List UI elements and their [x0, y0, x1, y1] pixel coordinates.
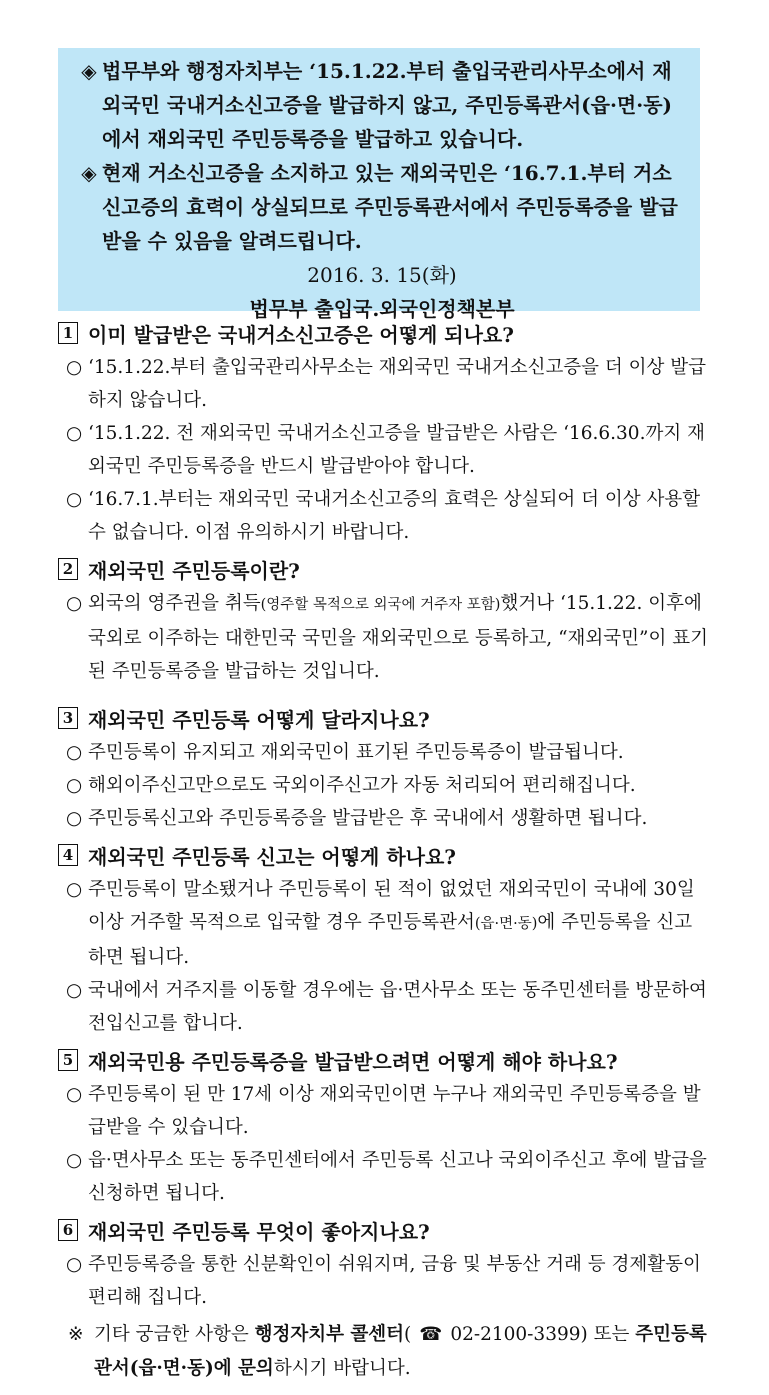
- notice-text-2: 현재 거소신고증을 소지하고 있는 재외국민은 ‘16.7.1.부터 거소신고증의 효력이 상실되므로 주민등록관서에서 주민등록증을 발급받을 수 있음을 알려드립니다.: [102, 161, 678, 253]
- item-text: 주민등록이 유지되고 재외국민이 표기된 주민등록증이 발급됩니다.: [88, 742, 624, 763]
- phone-number: 02-2100-3399) 또는: [450, 1324, 636, 1345]
- reference-mark-icon: ※: [68, 1324, 84, 1345]
- circle-bullet-icon: ○: [66, 1084, 83, 1105]
- question-text: 이미 발급받은 국내거소신고증은 어떻게 되나요?: [88, 322, 514, 347]
- faq-content: [58, 313, 708, 1386]
- question-heading: [58, 551, 708, 587]
- item-text: 해외이주신고만으로도 국외이주신고가 자동 처리되어 편리해집니다.: [88, 775, 636, 796]
- question-number: 6: [58, 1219, 78, 1241]
- question-text: 재외국민 주민등록 무엇이 좋아지나요?: [88, 1219, 430, 1244]
- question-heading: [58, 1042, 708, 1078]
- footer-pre: 기타 궁금한 사항은: [94, 1324, 255, 1345]
- faq-section-3: [58, 700, 708, 835]
- question-number: 5: [58, 1049, 78, 1071]
- question-heading: [58, 700, 708, 736]
- circle-bullet-icon: ○: [66, 1254, 83, 1275]
- item-text: 읍·면사무소 또는 동주민센터에서 주민등록 신고나 국외이주신고 후에 발급을 신청하면 됩니다.: [88, 1150, 707, 1204]
- footer-post: 하시기 바랍니다.: [273, 1358, 411, 1379]
- question-text: 재외국민 주민등록 신고는 어떻게 하나요?: [88, 844, 457, 869]
- item-text: [88, 587, 708, 688]
- notice-org: 법무부 출입국.외국인정책본부: [249, 297, 515, 321]
- question-number: 4: [58, 844, 78, 866]
- item-note: (읍·면·동): [474, 916, 538, 932]
- call-center-label: 행정자치부 콜센터: [254, 1324, 405, 1345]
- circle-bullet-icon: ○: [66, 775, 83, 796]
- item-text: 주민등록증을 통한 신분확인이 쉬워지며, 금융 및 부동산 거래 등 경제활동이 편리해 집니다.: [88, 1254, 701, 1308]
- item-text: ‘15.1.22. 전 재외국민 국내거소신고증을 발급받은 사람은 ‘16.6.30.까지 재외국민 주민등록증을 반드시 발급받아야 합니다.: [88, 423, 705, 477]
- circle-bullet-icon: ○: [66, 808, 83, 829]
- list-item: [58, 1144, 708, 1210]
- item-text-part: 했거나 ‘15.1.22. 이후에 국외로 이주하는 대한민국 국민을 재외국민으로 등록하고, “재외국민”이 표기된 주민등록증을 발급하는 것입니다.: [88, 593, 708, 682]
- faq-section-2: [58, 551, 708, 688]
- circle-bullet-icon: ○: [66, 423, 83, 444]
- list-item: [58, 736, 708, 769]
- office-label: 주민등록관서(읍·면·동)에 문의: [94, 1324, 707, 1379]
- list-item: [58, 1248, 708, 1314]
- question-text: 재외국민 주민등록 어떻게 달라지나요?: [88, 707, 430, 732]
- notice-text-1: 법무부와 행정자치부는 ‘15.1.22.부터 출입국관리사무소에서 재외국민 국내거소신고증을 발급하지 않고, 주민등록관서(읍·면·동)에서 재외국민 주민등록증을 발급하고 있습니다.: [102, 59, 672, 151]
- list-item: [58, 873, 708, 974]
- circle-bullet-icon: ○: [66, 1150, 83, 1171]
- list-item: [58, 417, 708, 483]
- faq-section-1: [58, 315, 708, 549]
- item-text: 주민등록신고와 주민등록증을 발급받은 후 국내에서 생활하면 됩니다.: [88, 808, 648, 829]
- list-item: [58, 974, 708, 1040]
- faq-section-4: [58, 837, 708, 1040]
- list-item: [58, 587, 708, 688]
- faq-section-5: [58, 1042, 708, 1210]
- item-text: ‘15.1.22.부터 출입국관리사무소는 재외국민 국내거소신고증을 더 이상 발급하지 않습니다.: [88, 357, 707, 411]
- notice-box: [58, 48, 700, 321]
- list-item: [58, 769, 708, 802]
- faq-section-6: [58, 1212, 708, 1314]
- question-heading: [58, 315, 708, 351]
- diamond-bullet-icon: ◈: [81, 161, 97, 185]
- question-number: 3: [58, 707, 78, 729]
- item-text: 주민등록이 된 만 17세 이상 재외국민이면 누구나 재외국민 주민등록증을 발급받을 수 있습니다.: [88, 1084, 701, 1138]
- list-item: [58, 802, 708, 835]
- circle-bullet-icon: ○: [66, 742, 83, 763]
- item-text-part: 외국의 영주권을 취득: [88, 593, 261, 614]
- footer-text: [94, 1318, 708, 1386]
- item-text: 국내에서 거주지를 이동할 경우에는 읍·면사무소 또는 동주민센터를 방문하여 전입신고를 합니다.: [88, 980, 707, 1034]
- circle-bullet-icon: ○: [66, 593, 83, 614]
- item-text: ‘16.7.1.부터는 재외국민 국내거소신고증의 효력은 상실되어 더 이상 사용할 수 없습니다. 이점 유의하시기 바랍니다.: [88, 489, 701, 543]
- footer-note: [58, 1318, 708, 1386]
- circle-bullet-icon: ○: [66, 879, 83, 900]
- question-heading: [58, 1212, 708, 1248]
- phone-icon: ☎: [419, 1324, 443, 1345]
- list-item: [58, 1078, 708, 1144]
- question-number: 2: [58, 558, 78, 580]
- item-note: (영주할 목적으로 외국에 거주자 포함): [260, 597, 501, 613]
- question-text: 재외국민 주민등록이란?: [88, 558, 300, 583]
- notice-date: 2016. 3. 15(화): [307, 263, 457, 287]
- list-item: [58, 483, 708, 549]
- question-text: 재외국민용 주민등록증을 발급받으려면 어떻게 해야 하나요?: [88, 1049, 618, 1074]
- circle-bullet-icon: ○: [66, 357, 83, 378]
- question-number: 1: [58, 322, 78, 344]
- circle-bullet-icon: ○: [66, 980, 83, 1001]
- item-text-part: 에 주민등록을 신고하면 됩니다.: [88, 912, 693, 968]
- list-item: [58, 351, 708, 417]
- item-text-part: 주민등록이 말소됐거나 주민등록이 된 적이 없었던 재외국민이 국내에 30일 이상 거주할 목적으로 입국할 경우 주민등록관서: [88, 879, 695, 933]
- diamond-bullet-icon: ◈: [81, 59, 97, 83]
- footer-paren: (: [404, 1324, 412, 1345]
- circle-bullet-icon: ○: [66, 489, 83, 510]
- notice-bullet-2: [76, 156, 688, 258]
- item-text: [88, 873, 708, 974]
- question-heading: [58, 837, 708, 873]
- notice-bullet-1: [76, 54, 688, 156]
